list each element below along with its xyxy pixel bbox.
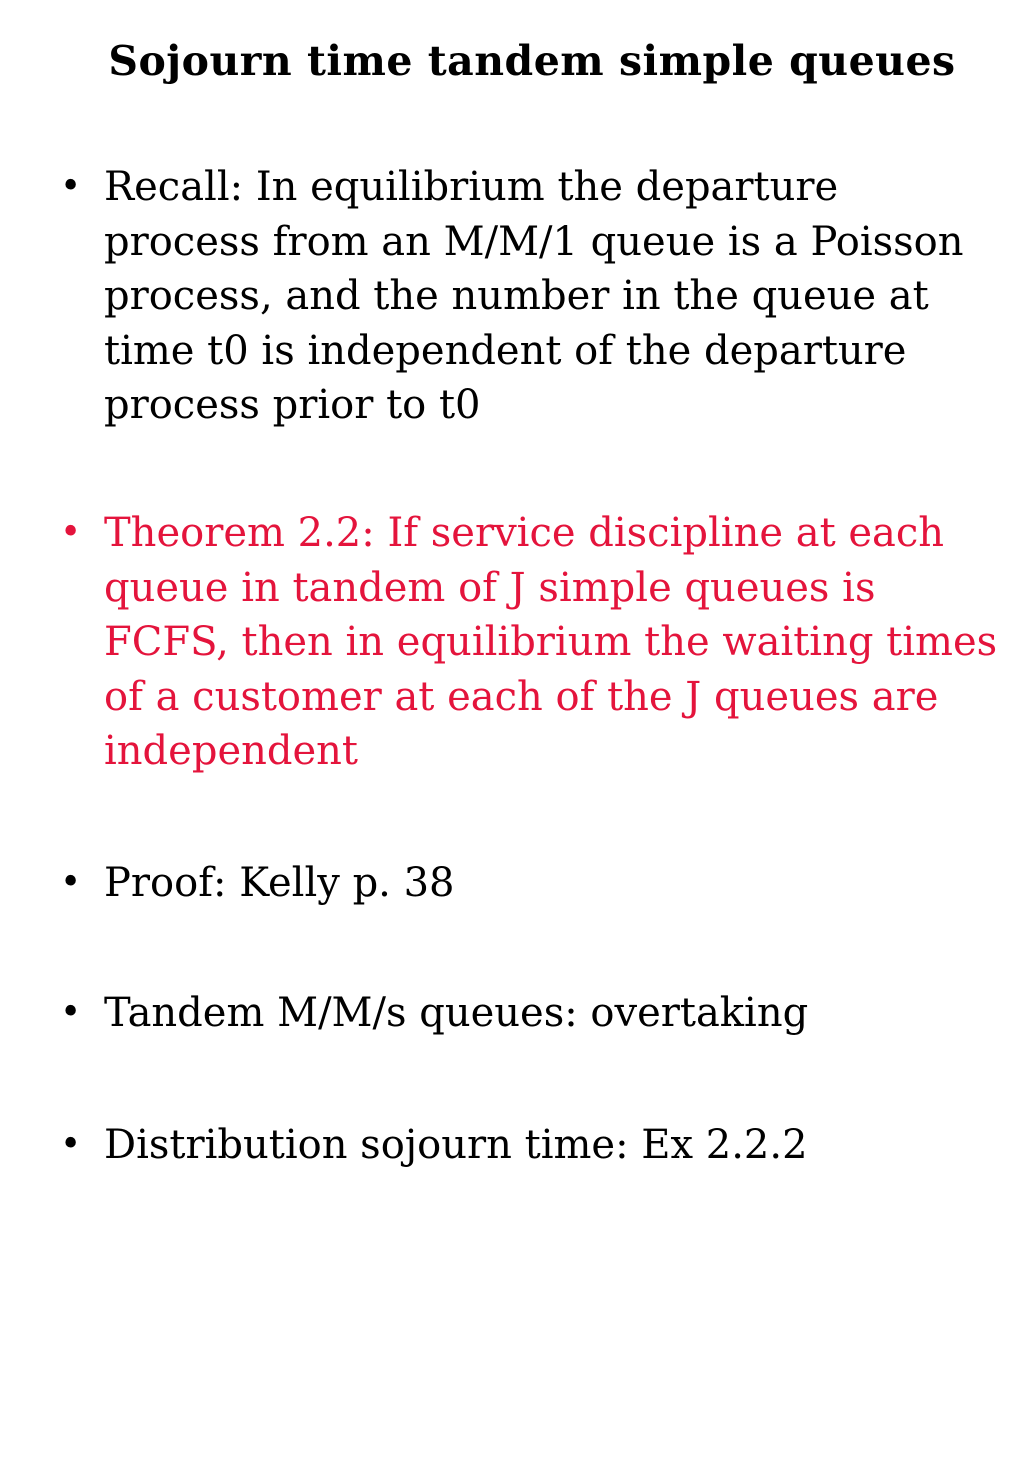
bullet-text: Recall: In equilibrium the departure process from an M/M/1 queue is a Poisson process, and the number in the queue at time t0 is independent of the departure process prior to t0 <box>104 164 964 428</box>
bullet-text-highlighted: Theorem 2.2: If service discipline at each queue in tandem of J simple queues is FCFS, then in equilibrium the waiting times of a customer at each of the J queues are independent <box>104 510 998 774</box>
bullet-marker: • <box>60 166 82 207</box>
bullet-marker: • <box>60 1124 82 1165</box>
bullet-text: Proof: Kelly p. 38 <box>104 860 455 906</box>
bullet-text: Distribution sojourn time: Ex 2.2.2 <box>104 1122 808 1168</box>
bullet-text: Tandem M/M/s queues: overtaking <box>104 990 809 1036</box>
bullet-marker: • <box>60 512 82 553</box>
bullet-marker: • <box>60 862 82 903</box>
bullet-marker: • <box>60 992 82 1033</box>
slide-title: Sojourn time tandem simple queues <box>108 37 956 85</box>
